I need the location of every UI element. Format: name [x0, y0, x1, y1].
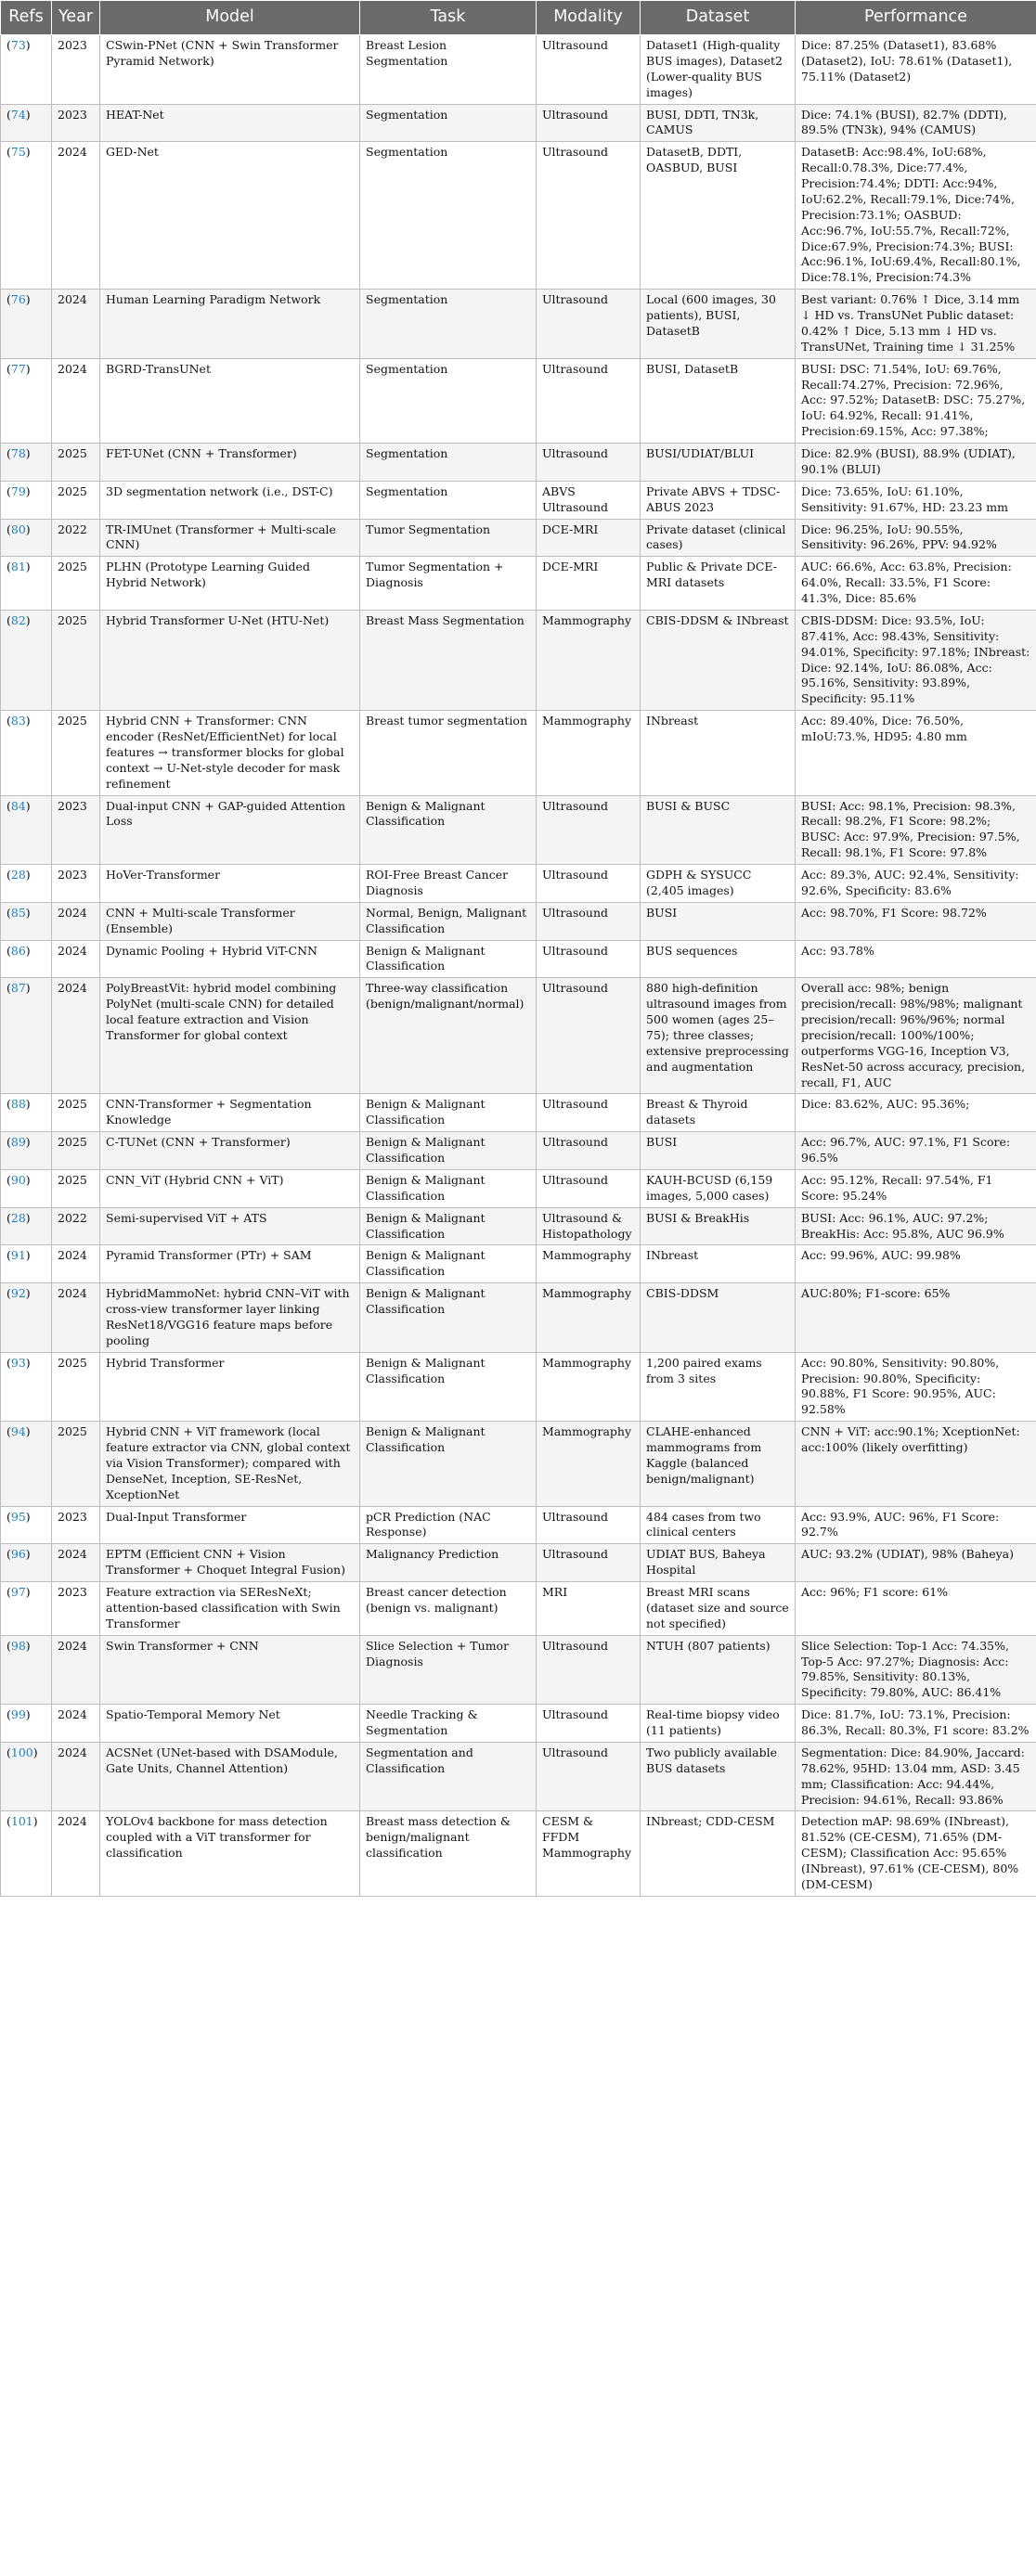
table-row — [1, 795, 1036, 865]
reference-link[interactable]: 88 — [10, 1097, 26, 1112]
table-row — [1, 1635, 1036, 1705]
cell-task: Benign & Malignant Classification — [360, 1422, 537, 1506]
cell-performance: Acc: 96%; F1 score: 61% — [796, 1582, 1036, 1636]
cell-model: CNN + Multi-scale Transformer (Ensemble) — [100, 902, 360, 940]
reference-link[interactable]: 84 — [10, 798, 26, 813]
cell-model: ACSNet (UNet-based with DSAModule, Gate Units, Channel Attention) — [100, 1742, 360, 1811]
cell-dataset: CBIS-DDSM & INbreast — [641, 610, 796, 710]
table-row — [1, 1422, 1036, 1506]
cell-model: GED-Net — [100, 142, 360, 290]
cell-performance: BUSI: Acc: 96.1%, AUC: 97.2%; BreakHis: Acc: 95.8%, AUC 96.9% — [796, 1207, 1036, 1245]
table-row — [1, 1582, 1036, 1636]
table-row — [1, 610, 1036, 710]
cell-model: 3D segmentation network (i.e., DST-C) — [100, 481, 360, 519]
table-row — [1, 142, 1036, 290]
cell-modality: Ultrasound — [537, 1544, 641, 1582]
cell-dataset: NTUH (807 patients) — [641, 1635, 796, 1705]
cell-task: Needle Tracking & Segmentation — [360, 1705, 537, 1743]
cell-year: 2022 — [52, 519, 100, 557]
cell-ref: (83) — [1, 711, 52, 795]
cell-model: Semi-supervised ViT + ATS — [100, 1207, 360, 1245]
cell-ref: (74) — [1, 104, 52, 142]
cell-model: BGRD-TransUNet — [100, 358, 360, 443]
cell-performance: BUSI: Acc: 98.1%, Precision: 98.3%, Recall: 98.2%, F1 Score: 98.2%; BUSC: Acc: 97.9%, Precision: 97.5%, Recall: 98.1%, F1 Score: 97.8% — [796, 795, 1036, 865]
header-row — [1, 1, 1036, 35]
reference-link[interactable]: 99 — [10, 1707, 26, 1722]
cell-year: 2025 — [52, 1422, 100, 1506]
cell-modality: DCE-MRI — [537, 519, 641, 557]
cell-dataset: Public & Private DCE-MRI datasets — [641, 557, 796, 611]
cell-ref: (97) — [1, 1582, 52, 1636]
reference-link[interactable]: 97 — [10, 1585, 26, 1599]
cell-task: Segmentation and Classification — [360, 1742, 537, 1811]
cell-performance: CNN + ViT: acc:90.1%; XceptionNet: acc:100% (likely overfitting) — [796, 1422, 1036, 1506]
table-row — [1, 1207, 1036, 1245]
table-row — [1, 865, 1036, 903]
cell-task: Breast Mass Segmentation — [360, 610, 537, 710]
table-row — [1, 358, 1036, 443]
reference-link[interactable]: 94 — [10, 1424, 26, 1439]
cell-ref: (87) — [1, 978, 52, 1094]
cell-year: 2024 — [52, 978, 100, 1094]
cell-dataset: GDPH & SYSUCC (2,405 images) — [641, 865, 796, 903]
cell-task: Benign & Malignant Classification — [360, 1245, 537, 1283]
table-row — [1, 711, 1036, 795]
cell-performance: AUC:80%; F1-score: 65% — [796, 1283, 1036, 1353]
cell-ref: (89) — [1, 1132, 52, 1170]
reference-link[interactable]: 86 — [10, 943, 26, 958]
cell-performance: AUC: 93.2% (UDIAT), 98% (Baheya) — [796, 1544, 1036, 1582]
reference-link[interactable]: 83 — [10, 714, 26, 728]
cell-modality: Mammography — [537, 1245, 641, 1283]
cell-dataset: Local (600 images, 30 patients), BUSI, DatasetB — [641, 290, 796, 359]
cell-performance: Acc: 99.96%, AUC: 99.98% — [796, 1245, 1036, 1283]
cell-performance: Segmentation: Dice: 84.90%, Jaccard: 78.62%, 95HD: 13.04 mm, ASD: 3.45 mm; Classification: Acc: 94.44%, Precision: 94.61%, Recall: 93.86% — [796, 1742, 1036, 1811]
cell-dataset: Dataset1 (High-quality BUS images), Dataset2 (Lower-quality BUS images) — [641, 35, 796, 105]
cell-dataset: BUSI — [641, 902, 796, 940]
cell-model: Hybrid Transformer — [100, 1352, 360, 1422]
cell-year: 2024 — [52, 290, 100, 359]
reference-link[interactable]: 76 — [10, 292, 26, 307]
table-row — [1, 940, 1036, 978]
cell-dataset: BUSI, DatasetB — [641, 358, 796, 443]
reference-link[interactable]: 74 — [10, 107, 26, 122]
cell-performance: DatasetB: Acc:98.4%, IoU:68%, Recall:0.78.3%, Dice:77.4%, Precision:74.4%; DDTI: Acc:94%, IoU:62.2%, Recall:79.1%, Dice:74%, Precision:73.1%; OASBUD: Acc:96.7%, IoU:55.7%, Recall:72%, Dice:67.9%, Precision:74.3%; BUSI: Acc:96.1%, IoU:69.4%, Recall:80.1%, Dice:78.1%, Precision:74.3% — [796, 142, 1036, 290]
cell-ref: (96) — [1, 1544, 52, 1582]
cell-year: 2025 — [52, 444, 100, 482]
table-row — [1, 1094, 1036, 1132]
cell-model: CSwin-PNet (CNN + Swin Transformer Pyramid Network) — [100, 35, 360, 105]
cell-model: CNN_ViT (Hybrid CNN + ViT) — [100, 1169, 360, 1207]
cell-dataset: BUSI, DDTI, TN3k, CAMUS — [641, 104, 796, 142]
cell-year: 2024 — [52, 1811, 100, 1896]
cell-year: 2025 — [52, 1169, 100, 1207]
cell-ref: (92) — [1, 1283, 52, 1353]
cell-performance: Acc: 95.12%, Recall: 97.54%, F1 Score: 95.24% — [796, 1169, 1036, 1207]
cell-ref: (100) — [1, 1742, 52, 1811]
cell-model: YOLOv4 backbone for mass detection coupled with a ViT transformer for classification — [100, 1811, 360, 1896]
cell-ref: (85) — [1, 902, 52, 940]
cell-ref: (95) — [1, 1506, 52, 1544]
reference-link[interactable]: 98 — [10, 1638, 26, 1653]
cell-year: 2024 — [52, 1283, 100, 1353]
cell-modality: DCE-MRI — [537, 557, 641, 611]
cell-dataset: CLAHE-enhanced mammograms from Kaggle (balanced benign/malignant) — [641, 1422, 796, 1506]
cell-model: HEAT-Net — [100, 104, 360, 142]
cell-performance: Acc: 89.40%, Dice: 76.50%, mIoU:73.%, HD95: 4.80 mm — [796, 711, 1036, 795]
cell-model: Feature extraction via SEResNeXt; attention-based classification with Swin Transformer — [100, 1582, 360, 1636]
cell-task: Malignancy Prediction — [360, 1544, 537, 1582]
reference-link[interactable]: 95 — [10, 1509, 26, 1524]
cell-dataset: 1,200 paired exams from 3 sites — [641, 1352, 796, 1422]
table-row — [1, 1742, 1036, 1811]
reference-link[interactable]: 73 — [10, 38, 26, 52]
cell-ref: (91) — [1, 1245, 52, 1283]
cell-task: Benign & Malignant Classification — [360, 1169, 537, 1207]
reference-link[interactable]: 28 — [10, 868, 26, 882]
cell-task: Segmentation — [360, 290, 537, 359]
table-row — [1, 444, 1036, 482]
cell-year: 2024 — [52, 1635, 100, 1705]
reference-link[interactable]: 79 — [10, 483, 26, 498]
reference-link[interactable]: 87 — [10, 981, 26, 996]
cell-modality: Ultrasound — [537, 795, 641, 865]
cell-model: Dynamic Pooling + Hybrid ViT-CNN — [100, 940, 360, 978]
cell-performance: Dice: 96.25%, IoU: 90.55%, Sensitivity: 96.26%, PPV: 94.92% — [796, 519, 1036, 557]
cell-ref: (78) — [1, 444, 52, 482]
cell-ref: (94) — [1, 1422, 52, 1506]
cell-performance: CBIS-DDSM: Dice: 93.5%, IoU: 87.41%, Acc: 98.43%, Sensitivity: 94.01%, Specificity: 97.18%; INbreast: Dice: 92.14%, IoU: 86.08%, Acc: 95.16%, Sensitivity: 93.89%, Specificity: 95.11% — [796, 610, 1036, 710]
reference-link[interactable]: 85 — [10, 905, 26, 920]
cell-model: Dual-input CNN + GAP-guided Attention Loss — [100, 795, 360, 865]
table-row — [1, 1132, 1036, 1170]
table-row — [1, 1283, 1036, 1353]
table-row — [1, 519, 1036, 557]
reference-link[interactable]: 28 — [10, 1210, 26, 1225]
cell-task: Breast mass detection & benign/malignant classification — [360, 1811, 537, 1896]
cell-modality: MRI — [537, 1582, 641, 1636]
cell-performance: Dice: 74.1% (BUSI), 82.7% (DDTI), 89.5% (TN3k), 94% (CAMUS) — [796, 104, 1036, 142]
cell-model: HoVer-Transformer — [100, 865, 360, 903]
cell-performance: Dice: 82.9% (BUSI), 88.9% (UDIAT), 90.1% (BLUI) — [796, 444, 1036, 482]
cell-dataset: INbreast; CDD-CESM — [641, 1811, 796, 1896]
cell-modality: Ultrasound — [537, 1169, 641, 1207]
cell-performance: Dice: 73.65%, IoU: 61.10%, Sensitivity: 91.67%, HD: 23.23 mm — [796, 481, 1036, 519]
cell-year: 2024 — [52, 1742, 100, 1811]
cell-ref: (76) — [1, 290, 52, 359]
cell-task: Benign & Malignant Classification — [360, 940, 537, 978]
cell-modality: Mammography — [537, 610, 641, 710]
cell-dataset: 484 cases from two clinical centers — [641, 1506, 796, 1544]
cell-dataset: 880 high-definition ultrasound images from 500 women (ages 25–75); three classes; extensive preprocessing and augmentation — [641, 978, 796, 1094]
table-row — [1, 1169, 1036, 1207]
reference-link[interactable]: 78 — [10, 446, 26, 460]
cell-task: pCR Prediction (NAC Response) — [360, 1506, 537, 1544]
cell-ref: (88) — [1, 1094, 52, 1132]
cell-task: Benign & Malignant Classification — [360, 1207, 537, 1245]
cell-ref: (80) — [1, 519, 52, 557]
cell-year: 2024 — [52, 1544, 100, 1582]
cell-dataset: Private dataset (clinical cases) — [641, 519, 796, 557]
reference-link[interactable]: 101 — [10, 1814, 33, 1829]
cell-ref: (79) — [1, 481, 52, 519]
cell-year: 2023 — [52, 104, 100, 142]
cell-dataset: Private ABVS + TDSC-ABUS 2023 — [641, 481, 796, 519]
cell-performance: Dice: 87.25% (Dataset1), 83.68% (Dataset2), IoU: 78.61% (Dataset1), 75.11% (Dataset2) — [796, 35, 1036, 105]
cell-year: 2023 — [52, 1582, 100, 1636]
cell-modality: CESM & FFDM Mammography — [537, 1811, 641, 1896]
reference-link[interactable]: 82 — [10, 612, 26, 627]
cell-dataset: KAUH-BCUSD (6,159 images, 5,000 cases) — [641, 1169, 796, 1207]
cell-ref: (81) — [1, 557, 52, 611]
cell-task: Tumor Segmentation — [360, 519, 537, 557]
table-row — [1, 481, 1036, 519]
cell-dataset: BUSI & BUSC — [641, 795, 796, 865]
cell-year: 2023 — [52, 795, 100, 865]
cell-model: Spatio-Temporal Memory Net — [100, 1705, 360, 1743]
cell-model: Pyramid Transformer (PTr) + SAM — [100, 1245, 360, 1283]
cell-model: C-TUNet (CNN + Transformer) — [100, 1132, 360, 1170]
table-row — [1, 902, 1036, 940]
cell-modality: Ultrasound — [537, 1132, 641, 1170]
cell-performance: Acc: 93.78% — [796, 940, 1036, 978]
cell-ref: (99) — [1, 1705, 52, 1743]
header-task: Task — [360, 1, 537, 35]
cell-modality: Mammography — [537, 1352, 641, 1422]
cell-ref: (101) — [1, 1811, 52, 1896]
cell-modality: Ultrasound — [537, 444, 641, 482]
cell-task: Slice Selection + Tumor Diagnosis — [360, 1635, 537, 1705]
reference-link[interactable]: 91 — [10, 1248, 26, 1263]
table-row — [1, 104, 1036, 142]
cell-modality: Mammography — [537, 711, 641, 795]
cell-year: 2024 — [52, 142, 100, 290]
cell-modality: Ultrasound — [537, 1094, 641, 1132]
cell-modality: Ultrasound — [537, 978, 641, 1094]
cell-modality: Mammography — [537, 1422, 641, 1506]
cell-dataset: BUS sequences — [641, 940, 796, 978]
cell-performance: Dice: 83.62%, AUC: 95.36%; — [796, 1094, 1036, 1132]
cell-model: HybridMammoNet: hybrid CNN–ViT with cross-view transformer layer linking ResNet18/VGG16 feature maps before pooling — [100, 1283, 360, 1353]
reference-link[interactable]: 77 — [10, 361, 26, 376]
cell-task: Breast tumor segmentation — [360, 711, 537, 795]
cell-year: 2025 — [52, 481, 100, 519]
cell-year: 2023 — [52, 35, 100, 105]
table-row — [1, 978, 1036, 1094]
header-modality: Modality — [537, 1, 641, 35]
cell-year: 2024 — [52, 358, 100, 443]
cell-task: Segmentation — [360, 481, 537, 519]
cell-performance: Dice: 81.7%, IoU: 73.1%, Precision: 86.3%, Recall: 80.3%, F1 score: 83.2% — [796, 1705, 1036, 1743]
cell-task: Segmentation — [360, 142, 537, 290]
cell-ref: (28) — [1, 1207, 52, 1245]
cell-modality: Ultrasound — [537, 940, 641, 978]
cell-year: 2025 — [52, 557, 100, 611]
cell-performance: Slice Selection: Top-1 Acc: 74.35%, Top-5 Acc: 97.27%; Diagnosis: Acc: 79.85%, Sensitivity: 80.13%, Specificity: 79.80%, AUC: 86.41% — [796, 1635, 1036, 1705]
cell-modality: Ultrasound — [537, 865, 641, 903]
cell-task: Benign & Malignant Classification — [360, 795, 537, 865]
cell-modality: Ultrasound — [537, 1742, 641, 1811]
cell-year: 2024 — [52, 940, 100, 978]
table-row — [1, 290, 1036, 359]
cell-dataset: Breast & Thyroid datasets — [641, 1094, 796, 1132]
cell-year: 2025 — [52, 1132, 100, 1170]
cell-modality: Ultrasound — [537, 1705, 641, 1743]
cell-modality: Ultrasound & Histopathology — [537, 1207, 641, 1245]
cell-dataset: Breast MRI scans (dataset size and source not specified) — [641, 1582, 796, 1636]
table-row — [1, 35, 1036, 105]
table-row — [1, 557, 1036, 611]
header-dataset: Dataset — [641, 1, 796, 35]
reference-link[interactable]: 93 — [10, 1355, 26, 1370]
cell-performance: Best variant: 0.76% ↑ Dice, 3.14 mm ↓ HD vs. TransUNet Public dataset: 0.42% ↑ Dice, 5.13 mm ↓ HD vs. TransUNet, Training time ↓ 31.25% — [796, 290, 1036, 359]
reference-link[interactable]: 90 — [10, 1172, 26, 1187]
cell-ref: (98) — [1, 1635, 52, 1705]
cell-task: Segmentation — [360, 358, 537, 443]
cell-model: TR-IMUnet (Transformer + Multi-scale CNN) — [100, 519, 360, 557]
cell-model: Swin Transformer + CNN — [100, 1635, 360, 1705]
reference-link[interactable]: 92 — [10, 1286, 26, 1301]
table-row — [1, 1544, 1036, 1582]
cell-dataset: DatasetB, DDTI, OASBUD, BUSI — [641, 142, 796, 290]
cell-dataset: CBIS-DDSM — [641, 1283, 796, 1353]
cell-year: 2023 — [52, 865, 100, 903]
cell-performance: Acc: 93.9%, AUC: 96%, F1 Score: 92.7% — [796, 1506, 1036, 1544]
cell-performance: AUC: 66.6%, Acc: 63.8%, Precision: 64.0%, Recall: 33.5%, F1 Score: 41.3%, Dice: 85.6% — [796, 557, 1036, 611]
reference-link[interactable]: 96 — [10, 1547, 26, 1562]
cell-modality: Ultrasound — [537, 290, 641, 359]
cell-model: Hybrid CNN + Transformer: CNN encoder (ResNet/EfficientNet) for local features → transformer blocks for global context → U-Net-style decoder for mask refinement — [100, 711, 360, 795]
cell-task: Benign & Malignant Classification — [360, 1283, 537, 1353]
header-refs: Refs — [1, 1, 52, 35]
cell-ref: (75) — [1, 142, 52, 290]
cell-dataset: BUSI — [641, 1132, 796, 1170]
cell-model: Hybrid Transformer U-Net (HTU-Net) — [100, 610, 360, 710]
table-row — [1, 1245, 1036, 1283]
cell-modality: Mammography — [537, 1283, 641, 1353]
cell-model: Hybrid CNN + ViT framework (local feature extractor via CNN, global context via Vision Transformer); compared with DenseNet, Inception, SE-ResNet, XceptionNet — [100, 1422, 360, 1506]
cell-year: 2025 — [52, 1094, 100, 1132]
cell-performance: Acc: 90.80%, Sensitivity: 90.80%, Precision: 90.80%, Specificity: 90.88%, F1 Score: 90.95%, AUC: 92.58% — [796, 1352, 1036, 1422]
cell-model: Human Learning Paradigm Network — [100, 290, 360, 359]
cell-model: EPTM (Efficient CNN + Vision Transformer + Choquet Integral Fusion) — [100, 1544, 360, 1582]
cell-task: Benign & Malignant Classification — [360, 1132, 537, 1170]
header-model: Model — [100, 1, 360, 35]
cell-modality: Ultrasound — [537, 35, 641, 105]
cell-year: 2023 — [52, 1506, 100, 1544]
cell-task: Segmentation — [360, 444, 537, 482]
cell-task: Three-way classification (benign/malignant/normal) — [360, 978, 537, 1094]
cell-model: FET-UNet (CNN + Transformer) — [100, 444, 360, 482]
cell-ref: (77) — [1, 358, 52, 443]
cell-ref: (82) — [1, 610, 52, 710]
cell-dataset: BUSI & BreakHis — [641, 1207, 796, 1245]
table-row — [1, 1352, 1036, 1422]
header-performance: Performance — [796, 1, 1036, 35]
header-year: Year — [52, 1, 100, 35]
cell-modality: ABVS Ultrasound — [537, 481, 641, 519]
cell-year: 2025 — [52, 711, 100, 795]
cell-dataset: Real-time biopsy video (11 patients) — [641, 1705, 796, 1743]
cell-modality: Ultrasound — [537, 1506, 641, 1544]
cell-task: Normal, Benign, Malignant Classification — [360, 902, 537, 940]
cell-dataset: INbreast — [641, 1245, 796, 1283]
cell-year: 2022 — [52, 1207, 100, 1245]
cell-ref: (86) — [1, 940, 52, 978]
table-row — [1, 1705, 1036, 1743]
cell-modality: Ultrasound — [537, 358, 641, 443]
cell-ref: (93) — [1, 1352, 52, 1422]
cell-dataset: BUSI/UDIAT/BLUI — [641, 444, 796, 482]
cell-performance: Overall acc: 98%; benign precision/recall: 98%/98%; malignant precision/recall: 96%/96%; normal precision/recall: 100%/100%; outperforms VGG-16, Inception V3, ResNet-50 across accuracy, precision, recall, F1, AUC — [796, 978, 1036, 1094]
cell-dataset: INbreast — [641, 711, 796, 795]
cell-task: ROI-Free Breast Cancer Diagnosis — [360, 865, 537, 903]
cell-modality: Ultrasound — [537, 902, 641, 940]
cell-performance: BUSI: DSC: 71.54%, IoU: 69.76%, Recall:74.27%, Precision: 72.96%, Acc: 97.52%; DatasetB: DSC: 75.27%, IoU: 64.92%, Recall: 91.41%, Precision:69.15%, Acc: 97.38%; — [796, 358, 1036, 443]
table-row — [1, 1506, 1036, 1544]
cell-modality: Ultrasound — [537, 1635, 641, 1705]
cell-dataset: Two publicly available BUS datasets — [641, 1742, 796, 1811]
cell-ref: (73) — [1, 35, 52, 105]
cell-year: 2025 — [52, 610, 100, 710]
cell-modality: Ultrasound — [537, 104, 641, 142]
cell-task: Segmentation — [360, 104, 537, 142]
cell-task: Breast Lesion Segmentation — [360, 35, 537, 105]
cell-year: 2024 — [52, 1245, 100, 1283]
reference-link[interactable]: 100 — [10, 1745, 33, 1759]
cell-ref: (84) — [1, 795, 52, 865]
cell-year: 2025 — [52, 1352, 100, 1422]
cell-dataset: UDIAT BUS, Baheya Hospital — [641, 1544, 796, 1582]
cell-year: 2024 — [52, 902, 100, 940]
reference-link[interactable]: 89 — [10, 1135, 26, 1150]
cell-model: PLHN (Prototype Learning Guided Hybrid Network) — [100, 557, 360, 611]
cell-performance: Detection mAP: 98.69% (INbreast), 81.52% (CE-CESM), 71.65% (DM-CESM); Classification Acc: 95.65% (INbreast), 97.61% (CE-CESM), 80% (DM-CESM) — [796, 1811, 1036, 1896]
cell-performance: Acc: 98.70%, F1 Score: 98.72% — [796, 902, 1036, 940]
cell-ref: (90) — [1, 1169, 52, 1207]
cell-model: PolyBreastVit: hybrid model combining PolyNet (multi-scale CNN) for detailed local feature extraction and Vision Transformer for global context — [100, 978, 360, 1094]
cell-task: Benign & Malignant Classification — [360, 1352, 537, 1422]
cell-model: CNN-Transformer + Segmentation Knowledge — [100, 1094, 360, 1132]
reference-link[interactable]: 81 — [10, 560, 26, 574]
cell-performance: Acc: 96.7%, AUC: 97.1%, F1 Score: 96.5% — [796, 1132, 1036, 1170]
cell-task: Breast cancer detection (benign vs. malignant) — [360, 1582, 537, 1636]
cell-year: 2024 — [52, 1705, 100, 1743]
cell-task: Tumor Segmentation + Diagnosis — [360, 557, 537, 611]
cell-ref: (28) — [1, 865, 52, 903]
cell-performance: Acc: 89.3%, AUC: 92.4%, Sensitivity: 92.6%, Specificity: 83.6% — [796, 865, 1036, 903]
reference-link[interactable]: 75 — [10, 145, 26, 160]
reference-link[interactable]: 80 — [10, 522, 26, 536]
cell-modality: Ultrasound — [537, 142, 641, 290]
cell-model: Dual-Input Transformer — [100, 1506, 360, 1544]
cell-task: Benign & Malignant Classification — [360, 1094, 537, 1132]
table-row — [1, 1811, 1036, 1896]
